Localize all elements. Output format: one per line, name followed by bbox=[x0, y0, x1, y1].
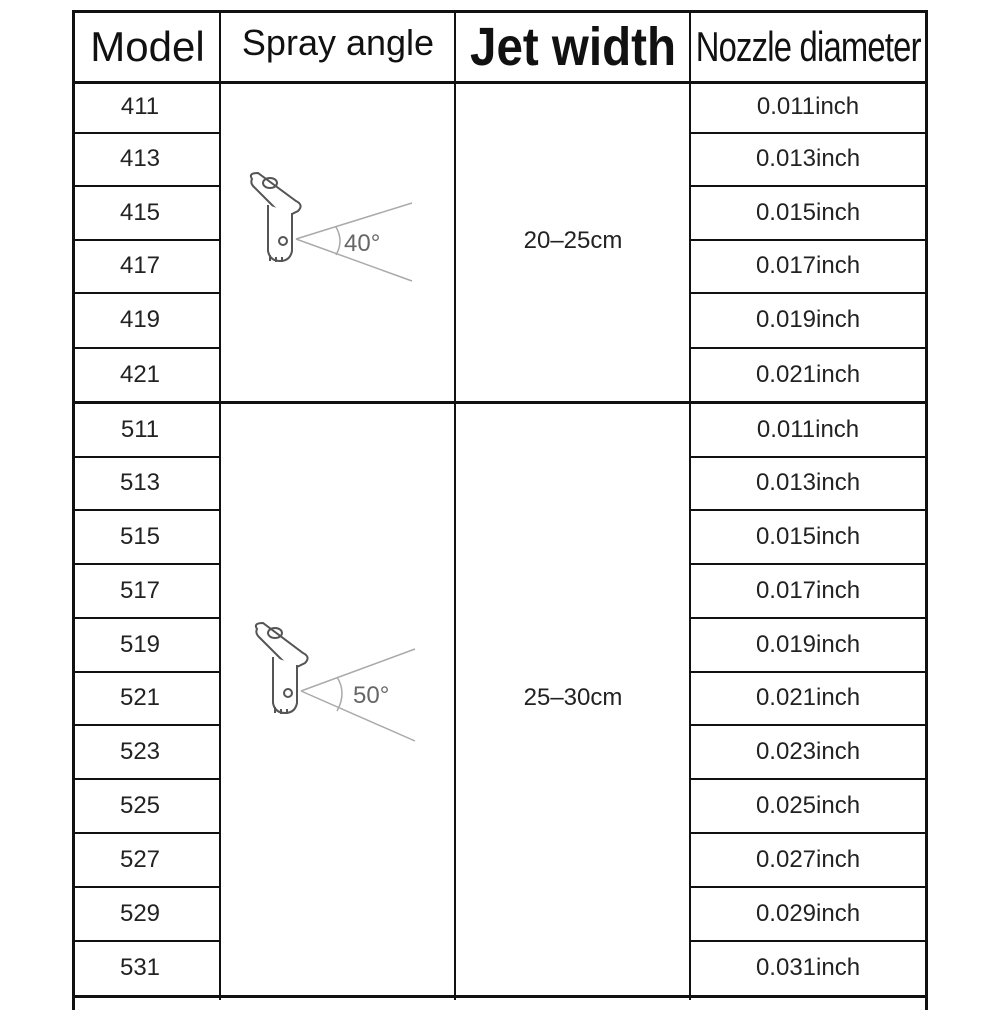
model-cell: 413 bbox=[119, 145, 161, 172]
diameter-cell: 0.023inch bbox=[755, 737, 861, 765]
jet-width-value: 20–25cm bbox=[523, 227, 623, 254]
diameter-cell: 0.019inch bbox=[755, 630, 861, 658]
model-cell: 523 bbox=[119, 737, 161, 765]
model-cell: 525 bbox=[119, 791, 161, 819]
model-cell: 515 bbox=[119, 522, 161, 550]
header-model: Model bbox=[90, 23, 205, 70]
model-cell: 517 bbox=[119, 576, 161, 604]
spray-angle-label: 40° bbox=[344, 230, 381, 257]
model-cell: 529 bbox=[119, 899, 161, 927]
diameter-cell: 0.021inch bbox=[755, 360, 861, 388]
diameter-cell: 0.031inch bbox=[755, 954, 861, 981]
column-divider-spray bbox=[454, 10, 456, 1000]
spray-angle-label: 50° bbox=[353, 682, 390, 709]
spray-tip-40-icon bbox=[240, 165, 420, 290]
model-cell: 417 bbox=[119, 252, 161, 279]
header-jet-width: Jet width bbox=[470, 17, 676, 77]
model-cell: 421 bbox=[119, 360, 161, 388]
model-cell: 519 bbox=[119, 630, 161, 658]
spray-tip-50-icon bbox=[245, 615, 425, 745]
diameter-cell: 0.019inch bbox=[755, 306, 861, 333]
model-cell: 419 bbox=[119, 306, 161, 333]
model-cell: 513 bbox=[119, 469, 161, 496]
diameter-cell: 0.017inch bbox=[755, 252, 861, 279]
model-cell: 527 bbox=[119, 845, 161, 873]
header-nozzle-diameter: Nozzle diameter bbox=[695, 23, 921, 70]
model-cell: 521 bbox=[119, 684, 161, 711]
diameter-cell: 0.017inch bbox=[755, 576, 861, 604]
jet-width-value: 25–30cm bbox=[523, 684, 623, 711]
diameter-cell: 0.011inch bbox=[756, 416, 860, 443]
diameter-cell: 0.025inch bbox=[755, 791, 861, 819]
header-spray-angle: Spray angle bbox=[241, 22, 435, 63]
diameter-cell: 0.011inch bbox=[756, 93, 860, 120]
model-cell: 411 bbox=[120, 93, 160, 120]
diameter-cell: 0.013inch bbox=[755, 469, 861, 496]
diameter-cell: 0.013inch bbox=[755, 145, 861, 172]
model-cell: 511 bbox=[120, 416, 160, 443]
bottom-border bbox=[72, 995, 928, 998]
column-divider-model bbox=[219, 10, 221, 1000]
model-cell: 415 bbox=[119, 198, 161, 226]
model-cell: 531 bbox=[119, 954, 161, 981]
diameter-cell: 0.021inch bbox=[755, 684, 861, 711]
diameter-cell: 0.015inch bbox=[755, 522, 861, 550]
diameter-cell: 0.015inch bbox=[755, 198, 861, 226]
diameter-cell: 0.029inch bbox=[755, 899, 861, 927]
diameter-cell: 0.027inch bbox=[755, 845, 861, 873]
